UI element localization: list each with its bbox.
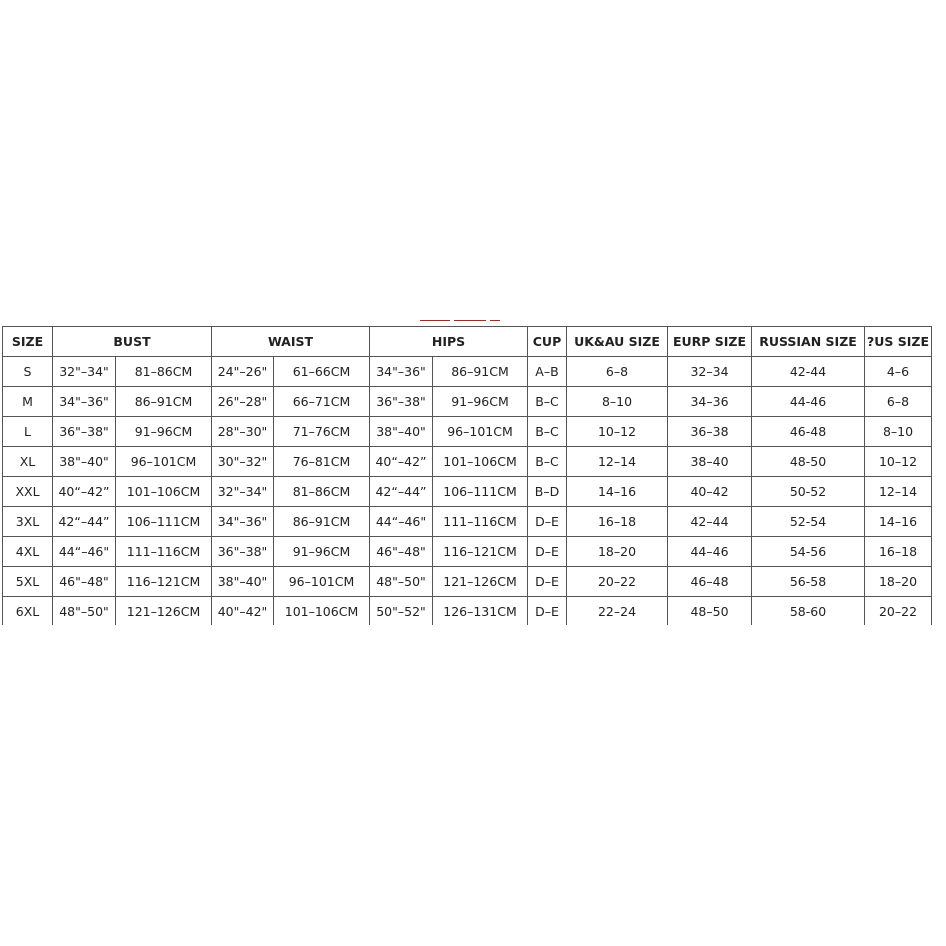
table-cell: 96–101CM <box>274 567 370 597</box>
table-cell: 76–81CM <box>274 447 370 477</box>
table-cell: 18–20 <box>865 567 932 597</box>
table-cell: 111–116CM <box>433 507 528 537</box>
header-row <box>3 327 932 357</box>
table-cell: 36"–38" <box>212 537 274 567</box>
table-cell: 36"–38" <box>53 417 116 447</box>
table-cell: D–E <box>528 507 567 537</box>
table-cell: 38"–40" <box>53 447 116 477</box>
table-cell: 4–6 <box>865 357 932 387</box>
table-cell: 96–101CM <box>433 417 528 447</box>
table-cell: 42-44 <box>752 357 865 387</box>
table-cell: 34"–36" <box>370 357 433 387</box>
table-cell: M <box>3 387 53 417</box>
table-row <box>3 507 932 537</box>
header-size: SIZE <box>3 327 53 357</box>
table-cell: A–B <box>528 357 567 387</box>
table-cell: 10–12 <box>567 417 668 447</box>
table-cell: B–C <box>528 447 567 477</box>
table-cell: 52-54 <box>752 507 865 537</box>
table-cell: 126–131CM <box>433 597 528 626</box>
table-cell: 54-56 <box>752 537 865 567</box>
table-cell: 28"–30" <box>212 417 274 447</box>
table-cell: 5XL <box>3 567 53 597</box>
header-hips: HIPS <box>370 327 528 357</box>
table-cell: 4XL <box>3 537 53 567</box>
table-cell: 116–121CM <box>433 537 528 567</box>
table-cell: 30"–32" <box>212 447 274 477</box>
table-cell: 20–22 <box>567 567 668 597</box>
table-cell: 106–111CM <box>433 477 528 507</box>
table-cell: 12–14 <box>865 477 932 507</box>
table-cell: 101–106CM <box>433 447 528 477</box>
table-cell: L <box>3 417 53 447</box>
header-ukau: UK&AU SIZE <box>567 327 668 357</box>
table-cell: 22–24 <box>567 597 668 626</box>
table-cell: 86–91CM <box>116 387 212 417</box>
table-cell: 61–66CM <box>274 357 370 387</box>
table-cell: 8–10 <box>567 387 668 417</box>
table-cell: 101–106CM <box>116 477 212 507</box>
table-cell: S <box>3 357 53 387</box>
table-cell: 38–40 <box>668 447 752 477</box>
table-cell: 40–42 <box>668 477 752 507</box>
table-cell: 18–20 <box>567 537 668 567</box>
table-cell: 44“–46" <box>370 507 433 537</box>
table-cell: 16–18 <box>567 507 668 537</box>
table-cell: 91–96CM <box>274 537 370 567</box>
table-cell: 42“–44” <box>370 477 433 507</box>
table-cell: 106–111CM <box>116 507 212 537</box>
header-us: ?US SIZE <box>865 327 932 357</box>
table-cell: 91–96CM <box>433 387 528 417</box>
table-cell: 121–126CM <box>433 567 528 597</box>
table-cell: 48"–50" <box>53 597 116 626</box>
table-cell: 46-48 <box>752 417 865 447</box>
table-cell: 14–16 <box>865 507 932 537</box>
header-bust: BUST <box>53 327 212 357</box>
table-cell: B–C <box>528 417 567 447</box>
table-cell: 32"–34" <box>53 357 116 387</box>
table-cell: 10–12 <box>865 447 932 477</box>
table-cell: 36–38 <box>668 417 752 447</box>
table-cell: 12–14 <box>567 447 668 477</box>
table-cell: 38"–40" <box>212 567 274 597</box>
table-cell: 121–126CM <box>116 597 212 626</box>
table-cell: 48–50 <box>668 597 752 626</box>
table-row <box>3 417 932 447</box>
table-cell: D–E <box>528 597 567 626</box>
table-cell: 58-60 <box>752 597 865 626</box>
table-cell: 40“–42” <box>53 477 116 507</box>
table-cell: 40"–42" <box>212 597 274 626</box>
table-row <box>3 597 932 626</box>
table-cell: 34"–36" <box>53 387 116 417</box>
table-cell: 111–116CM <box>116 537 212 567</box>
table-cell: 81–86CM <box>116 357 212 387</box>
table-cell: 3XL <box>3 507 53 537</box>
table-cell: 6–8 <box>865 387 932 417</box>
table-cell: 66–71CM <box>274 387 370 417</box>
table-cell: 34–36 <box>668 387 752 417</box>
table-cell: 14–16 <box>567 477 668 507</box>
table-cell: D–E <box>528 567 567 597</box>
table-cell: 44“–46" <box>53 537 116 567</box>
table-cell: 42–44 <box>668 507 752 537</box>
table-cell: 38"–40" <box>370 417 433 447</box>
table-cell: 34"–36" <box>212 507 274 537</box>
table-cell: 46"–48" <box>370 537 433 567</box>
table-cell: 86–91CM <box>274 507 370 537</box>
header-russian: RUSSIAN SIZE <box>752 327 865 357</box>
table-cell: 91–96CM <box>116 417 212 447</box>
table-cell: 20–22 <box>865 597 932 626</box>
table-cell: 50"–52" <box>370 597 433 626</box>
table-cell: 116–121CM <box>116 567 212 597</box>
table-cell: 86–91CM <box>433 357 528 387</box>
cropped-footnote <box>200 625 740 631</box>
table-cell: XL <box>3 447 53 477</box>
table-cell: 48"–50" <box>370 567 433 597</box>
size-chart <box>2 326 932 625</box>
table-cell: 48-50 <box>752 447 865 477</box>
table-cell: 6–8 <box>567 357 668 387</box>
table-cell: 46"–48" <box>53 567 116 597</box>
table-cell: 50-52 <box>752 477 865 507</box>
table-cell: D–E <box>528 537 567 567</box>
header-waist: WAIST <box>212 327 370 357</box>
table-cell: 32"–34" <box>212 477 274 507</box>
table-cell: 44–46 <box>668 537 752 567</box>
table-cell: 46–48 <box>668 567 752 597</box>
table-cell: 56-58 <box>752 567 865 597</box>
table-cell: 36"–38" <box>370 387 433 417</box>
table-row <box>3 387 932 417</box>
table-cell: 71–76CM <box>274 417 370 447</box>
table-cell: 40“–42” <box>370 447 433 477</box>
table-cell: 44-46 <box>752 387 865 417</box>
table-cell: 96–101CM <box>116 447 212 477</box>
header-cup: CUP <box>528 327 567 357</box>
table-cell: 8–10 <box>865 417 932 447</box>
table-cell: 42“–44” <box>53 507 116 537</box>
table-cell: 101–106CM <box>274 597 370 626</box>
table-cell: XXL <box>3 477 53 507</box>
table-cell: 6XL <box>3 597 53 626</box>
table-cell: 24"–26" <box>212 357 274 387</box>
table-cell: 16–18 <box>865 537 932 567</box>
table-row <box>3 477 932 507</box>
header-eurp: EURP SIZE <box>668 327 752 357</box>
table-row <box>3 567 932 597</box>
table-cell: B–C <box>528 387 567 417</box>
table-cell: 81–86CM <box>274 477 370 507</box>
cropped-red-title <box>420 311 512 321</box>
table-cell: 26"–28" <box>212 387 274 417</box>
size-table <box>2 326 932 625</box>
table-row <box>3 447 932 477</box>
table-row <box>3 537 932 567</box>
table-cell: 32–34 <box>668 357 752 387</box>
table-cell: B–D <box>528 477 567 507</box>
table-row <box>3 357 932 387</box>
